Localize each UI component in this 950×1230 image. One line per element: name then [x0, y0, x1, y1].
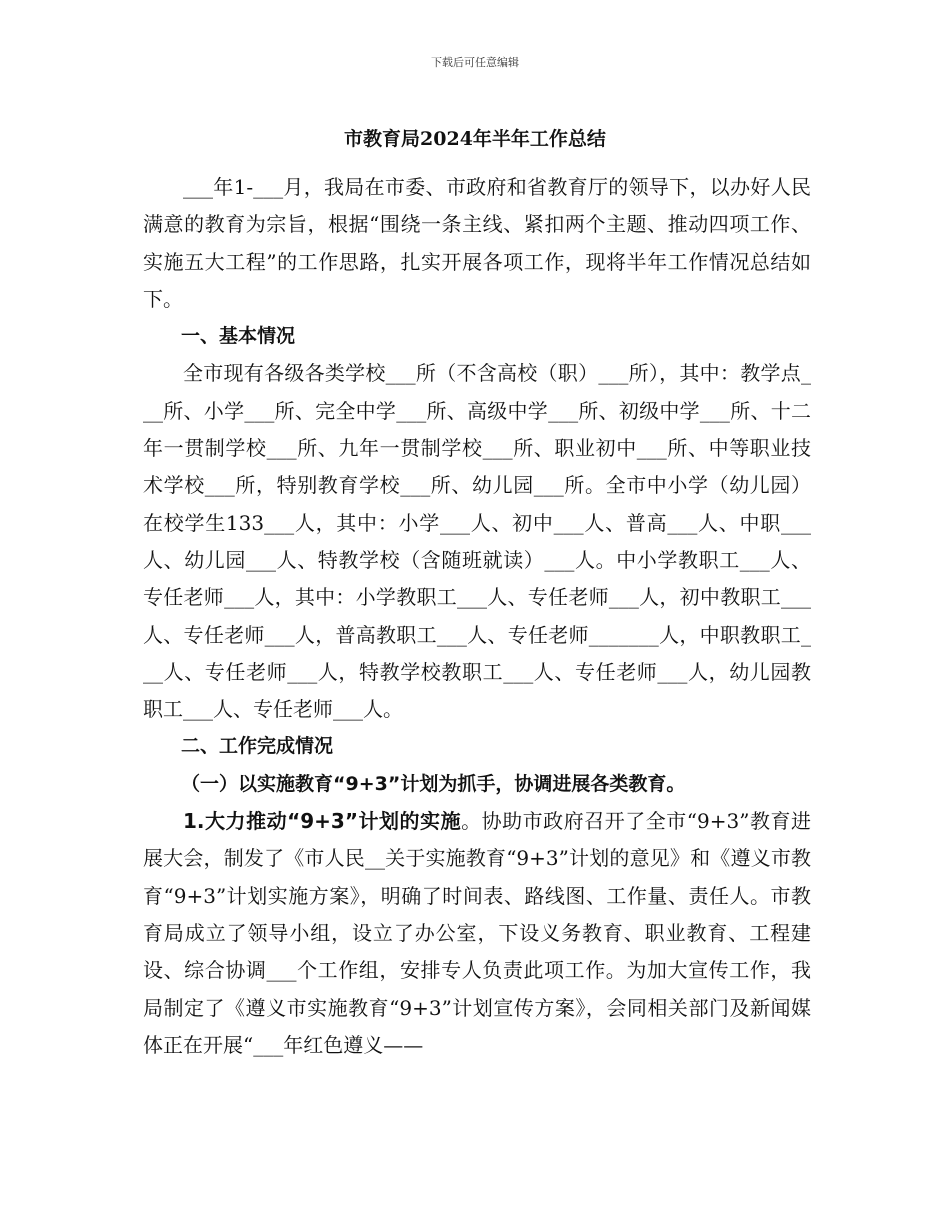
item1-paragraph	[143, 803, 811, 1064]
intro-paragraph: ___年1-___月，我局在市委、市政府和省教育厅的领导下，以办好人民满意的教育为宗旨，根据“围绕一条主线、紧扣两个主题、推动四项工作、实施五大工程”的工作思路，扎实开展各项工作，现将半年工作情况总结如下。	[143, 175, 811, 311]
document-title: 市教育局2024年半年工作总结	[344, 128, 606, 150]
section-heading-basic-situation: 一、基本情况	[181, 325, 296, 348]
item1-lead: 1.大力推动“9+3”计划的实施	[183, 809, 462, 834]
section-heading-work-completion: 二、工作完成情况	[181, 735, 334, 758]
item1-body: 。协助市政府召开了全市“9+3”教育进展大会，制发了《市人民__关于实施教育“9+3”计划的意见》和《遵义市教育“9+3”计划实施方案》，明确了时间表、路线图、工作量、责任人。市教育局成立了领导小组，设立了办公室，下设义务教育、职业教育、工程建设、综合协调___个工作组，安排专人负责此项工作。为加大宣传工作，我局制定了《遵义市实施教育“9+3”计划宣传方案》，会同相关部门及新闻媒体正在开展“___年红色遵义——	[143, 809, 811, 1057]
subsection-heading-9plus3: （一）以实施教育“9+3”计划为抓手，协调进展各类教育。	[181, 772, 686, 795]
page-header-note: 下载后可任意编辑	[431, 56, 519, 69]
document-body	[143, 169, 811, 1064]
basic-situation-paragraph: 全市现有各级各类学校___所（不含高校（职）___所），其中：教学点___所、小学___所、完全中学___所、高级中学___所、初级中学___所、十二年一贯制学校___所、九年一贯制学校___所、职业初中___所、中等职业技术学校___所，特别教育学校___所、幼儿园___所。全市中小学（幼儿园）在校学生133___人，其中：小学___人、初中___人、普高___人、中职___人、幼儿园___人、特教学校（含随班就读）___人。中小学教职工___人、专任老师___人，其中：小学教职工___人、专任老师___人，初中教职工___人、专任老师___人，普高教职工___人、专任老师_______人，中职教职工___人、专任老师___人，特教学校教职工___人、专任老师___人，幼儿园教职工___人、专任老师___人。	[143, 361, 811, 722]
